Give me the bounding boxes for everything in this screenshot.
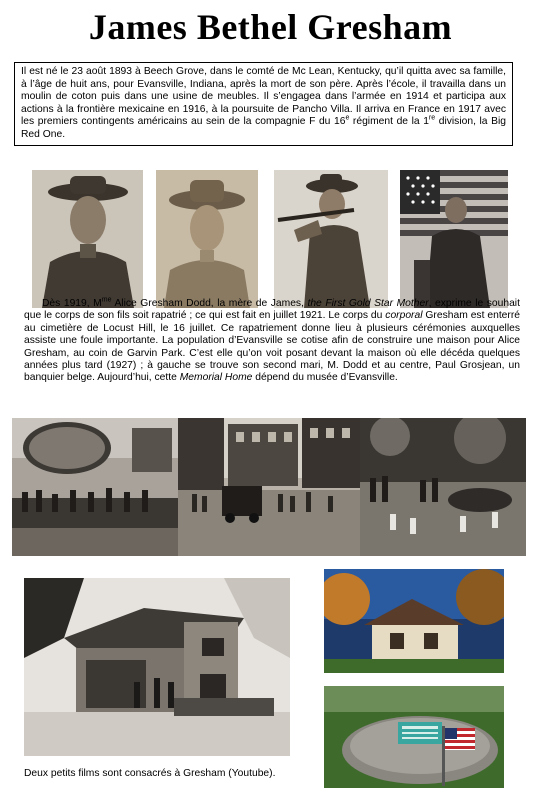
memorial-home-today-photo: [324, 569, 504, 673]
street-parade-photo: [178, 418, 360, 556]
intro-text-1: Il est né le 23 août 1893 à Beech Grove, dans le comté de Mc Lean, Kentucky, qu’il quitta avec sa famille, à l’âge de huit ans, pour Evansville, Indiana, après la mort de son père. Après l’école, il travailla dans un moulin de coton puis dans une usine de meubles. Il s’engagea dans l’armée en 1914 et participa aux actions à la frontière mexicaine en 1916, à la poursuite de Pancho Villa. Il arriva en France en 1917 avec les premiers contingents américains au sein de la compagnie F du 16: [21, 66, 506, 128]
portrait-rifleman-photo: [274, 170, 388, 308]
intro-sup-1: e: [345, 114, 350, 122]
body-text-a: Dès 1919, M: [42, 298, 102, 309]
body-italic-gold-star: the First Gold Star Mother: [307, 298, 429, 309]
body-sup: me: [101, 296, 112, 304]
portrait-drawing-photo: [156, 170, 258, 308]
cemetery-ceremony-photo: [360, 418, 526, 556]
intro-text-2: régiment de la 1: [349, 116, 429, 128]
portrait-soldier-photo: [32, 170, 143, 308]
body-text-d: Gresham est enterré au cimetière de Locust Hill, le 16 juillet. Ce rapatriement donne lieu à plusieurs cérémonies auxquelles assiste une foule importante. La population d’Evansville se cotise afin de construire une maison pour Alice Gresham, au coin de Garvin Park. C’est elle qu’on voit posant devant la maison où elle décéda quelques années plus tard (1927) ; à gauche se trouve son second mari, M. Dodd et au centre, Paul Grosjean, un banquier belge. Aujourd’hui, cette: [24, 310, 520, 384]
body-text-c: , exprime le souhait que le corps de son fils soit rapatrié ; ce qui est fait en juillet 1921. Le corps du: [24, 298, 520, 322]
intro-box: [14, 62, 513, 146]
page-title: James Bethel Gresham: [88, 7, 453, 47]
body-italic-corporal: corporal: [385, 310, 423, 322]
intro-sup-2: re: [428, 114, 436, 122]
funeral-procession-photo: [12, 418, 178, 556]
video-caption: Deux petits films sont consacrés à Gresham (Youtube).: [24, 768, 276, 779]
portrait-mother-flag-photo: [400, 170, 508, 308]
body-text-b: Alice Gresham Dodd, la mère de James,: [111, 298, 308, 309]
memorial-home-historic-photo: [24, 578, 290, 756]
body-italic-memorial-home: Memorial Home: [179, 372, 253, 384]
body-text-e: dépend du musée d’Evansville.: [252, 372, 398, 384]
memorial-plaque-photo: [324, 686, 504, 788]
intro-text-3: division, la Big Red One.: [21, 116, 506, 140]
body-paragraph: [24, 298, 520, 385]
